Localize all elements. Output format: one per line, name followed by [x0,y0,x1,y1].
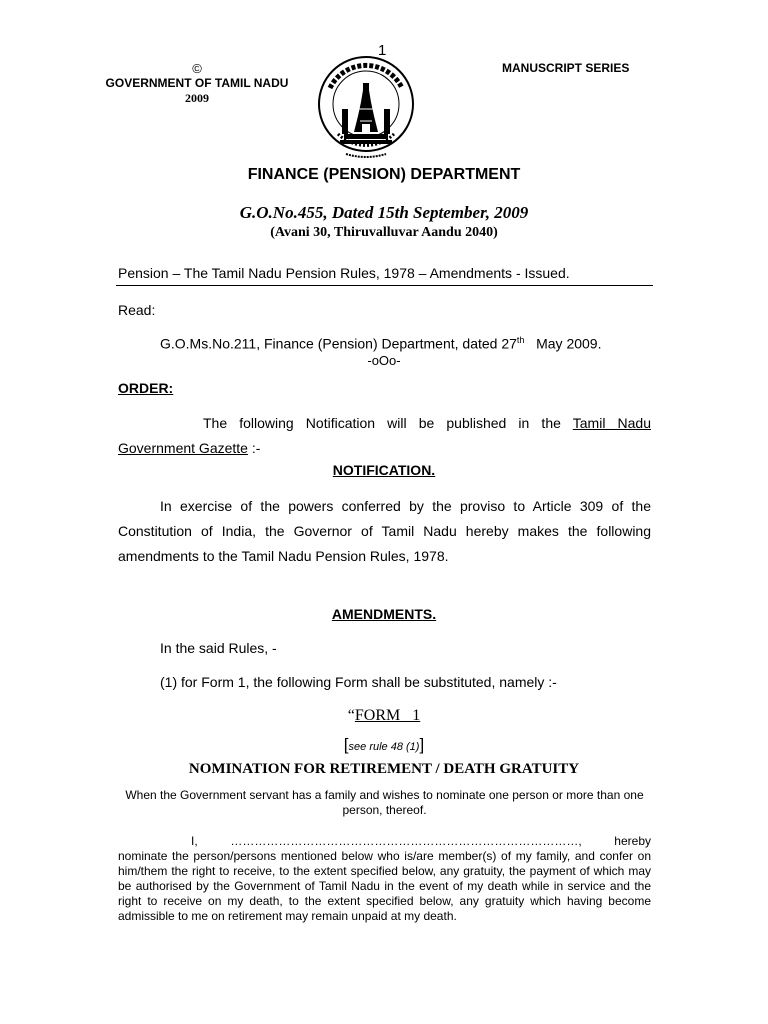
order-heading: ORDER: [118,380,174,396]
order-paragraph [118,411,651,461]
department-heading: FINANCE (PENSION) DEPARTMENT [247,166,521,183]
tamil-date: (Avani 30, Thiruvalluvar Aandu 2040) [270,225,498,240]
separator: -oOo- [367,353,401,368]
nomination-subheading: When the Government servant has a family and wishes to nominate one person or more than one person, thereof. [125,788,644,817]
see-rule [0,735,768,755]
nomination-heading: NOMINATION FOR RETIREMENT / DEATH GRATUITY [188,761,580,777]
notification-paragraph: In exercise of the powers conferred by the proviso to Article 309 of the Constitution of India, the Governor of Tamil Nadu hereby makes the following amendments to the Tamil Nadu Pension Rules, 1978. [118,498,651,564]
notification-heading: NOTIFICATION. [332,462,436,478]
go-number-heading: G.O.No.455, Dated 15th September, 2009 [239,203,529,222]
read-label: Read: [118,302,156,318]
order-text: The following Notification will be published in the [203,415,573,431]
subject-line: Pension – The Tamil Nadu Pension Rules, 1978 – Amendments - Issued. [118,265,570,281]
subject-rule [116,285,653,286]
amendments-heading: AMENDMENTS. [331,606,437,622]
amendment-item-1: (1) for Form 1, the following Form shall be substituted, namely :- [160,674,557,690]
copyright-year: 2009 [185,91,209,105]
nomination-text: nominate the person/persons mentioned below who is/are member(s) of my family, and confer on him/them the right to receive, to the extent specified below, any gratuity, the payment of which may be authorised by the Government of Tamil Nadu in the event of my death while in service and the right to receive on my death, to the extent specified below, any gratuity which having become admissible to me on retirement may remain unpaid at my death. [118,849,651,923]
gazette-name: Tamil Nadu Government Gazette [118,415,652,456]
nomination-name-blank: ……………………………………………………………………………, [230,834,582,848]
reference-date: May 2009. [524,335,602,352]
form-open-quote: “ [347,707,355,724]
nomination-i: I, [191,834,198,848]
see-rule-close: ] [419,735,425,754]
copyright-symbol: © [192,61,202,76]
page-number: 1 [378,42,387,59]
nomination-hereby: hereby [614,834,651,848]
nomination-body [118,834,651,924]
form-title-text: FORM 1 [354,707,421,724]
government-name: GOVERNMENT OF TAMIL NADU [105,76,289,90]
see-rule-text: see rule 48 (1) [348,741,420,753]
reference-line [160,335,601,352]
see-rule-open: [ [343,735,349,754]
copyright-block [100,61,294,106]
amendments-intro: In the said Rules, - [160,640,277,656]
order-text-end: :- [247,440,261,456]
form-title [0,707,768,725]
reference-ordinal: th [516,335,525,345]
nomination-first-line [118,834,651,849]
reference-text: G.O.Ms.No.211, Finance (Pension) Department, dated 27 [160,335,517,352]
series-label: MANUSCRIPT SERIES [502,61,630,75]
state-emblem-icon [316,54,416,162]
